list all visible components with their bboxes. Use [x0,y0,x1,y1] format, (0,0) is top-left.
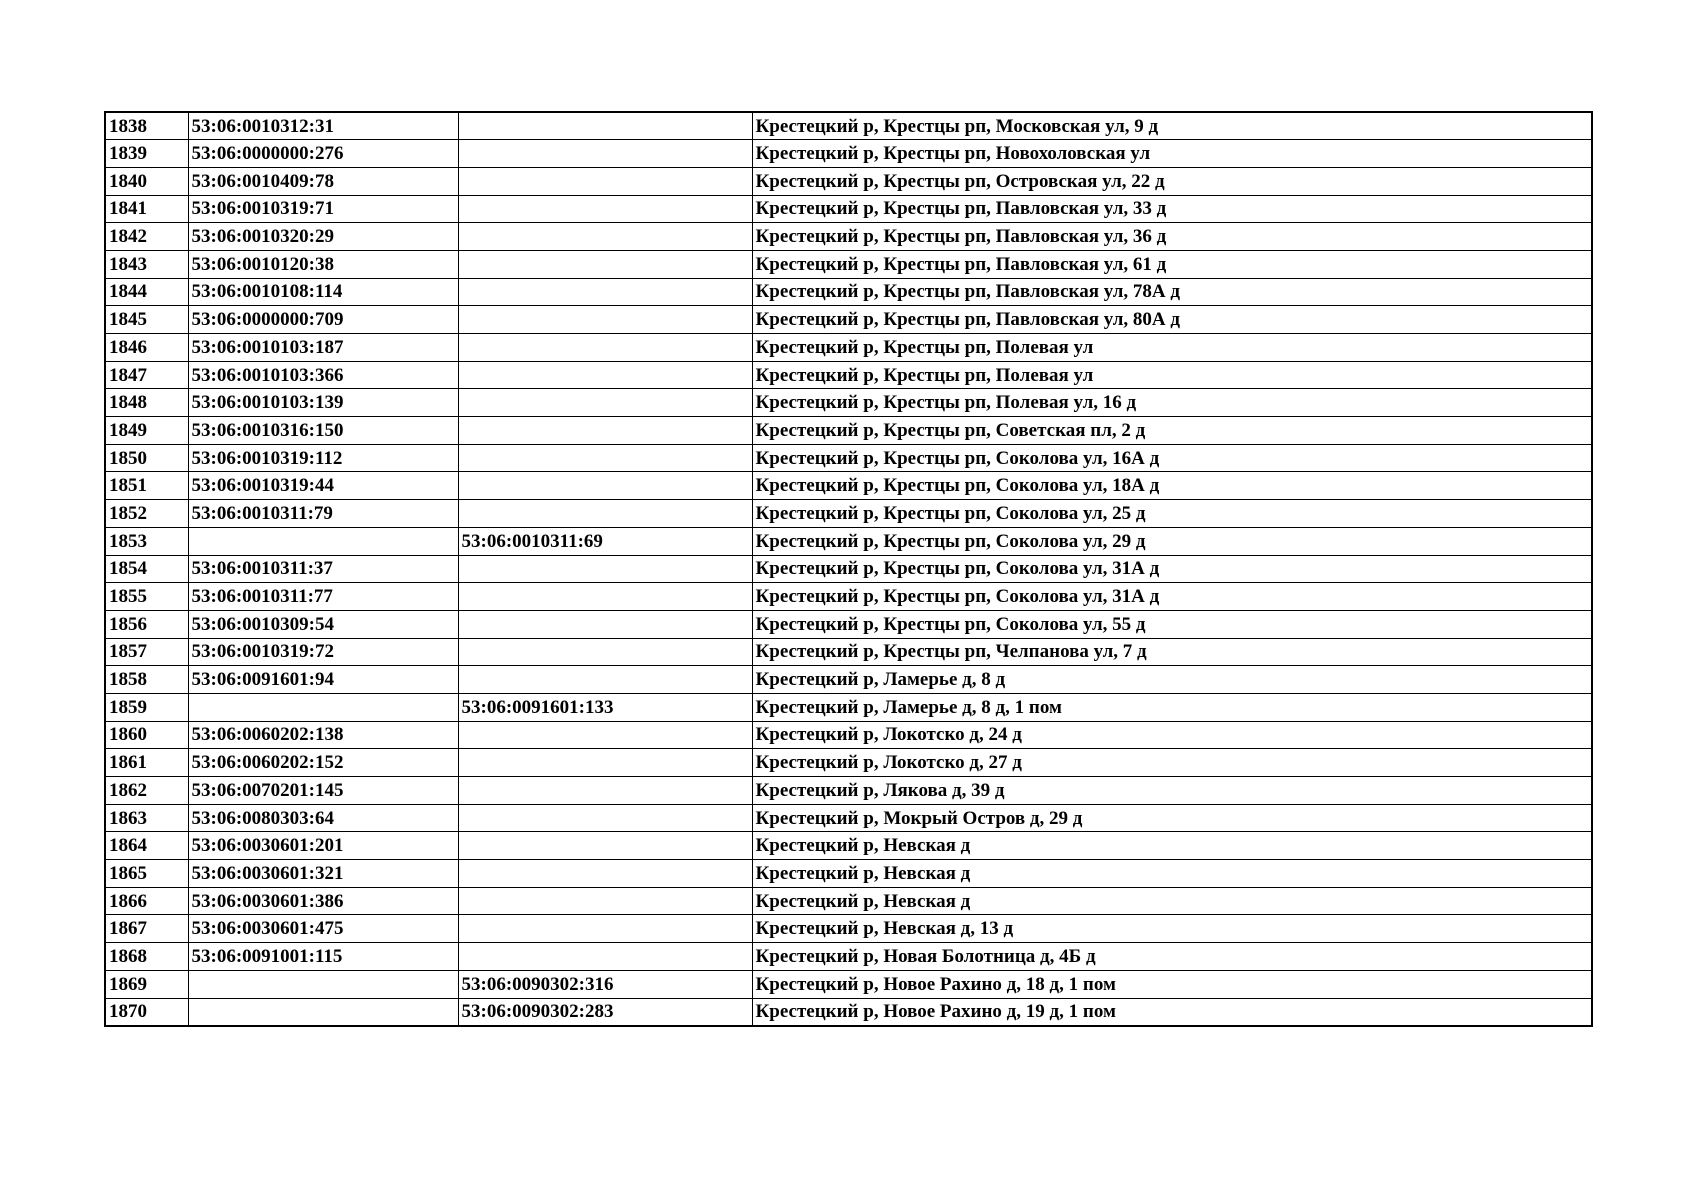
address-cell: Крестецкий р, Локотско д, 24 д [752,721,1592,749]
premises-cadastral-number-cell [458,195,752,223]
premises-cadastral-number-cell [458,887,752,915]
address-cell: Крестецкий р, Крестцы рп, Павловская ул, 78А д [752,278,1592,306]
cadastral-number-cell: 53:06:0010319:44 [188,472,458,500]
address-cell: Крестецкий р, Крестцы рп, Соколова ул, 25 д [752,500,1592,528]
cadastral-number-cell: 53:06:0010409:78 [188,167,458,195]
cadastral-number-cell: 53:06:0010309:54 [188,610,458,638]
address-cell: Крестецкий р, Ламерье д, 8 д, 1 пом [752,693,1592,721]
table-row [105,527,1592,555]
row-number-cell: 1858 [105,666,188,694]
table-row [105,195,1592,223]
cadastral-number-cell: 53:06:0010311:79 [188,500,458,528]
row-number-cell: 1841 [105,195,188,223]
row-number-cell: 1868 [105,943,188,971]
address-cell: Крестецкий р, Лякова д, 39 д [752,777,1592,805]
row-number-cell: 1869 [105,970,188,998]
premises-cadastral-number-cell [458,610,752,638]
table-row [105,832,1592,860]
cadastral-number-cell: 53:06:0060202:152 [188,749,458,777]
premises-cadastral-number-cell: 53:06:0091601:133 [458,693,752,721]
address-cell: Крестецкий р, Мокрый Остров д, 29 д [752,804,1592,832]
table-row [105,361,1592,389]
premises-cadastral-number-cell [458,112,752,140]
cadastral-number-cell: 53:06:0010319:112 [188,444,458,472]
address-cell: Крестецкий р, Крестцы рп, Соколова ул, 55 д [752,610,1592,638]
premises-cadastral-number-cell [458,278,752,306]
address-cell: Крестецкий р, Невская д, 13 д [752,915,1592,943]
row-number-cell: 1860 [105,721,188,749]
premises-cadastral-number-cell [458,167,752,195]
row-number-cell: 1839 [105,140,188,168]
table-row [105,970,1592,998]
address-cell: Крестецкий р, Крестцы рп, Соколова ул, 29 д [752,527,1592,555]
row-number-cell: 1854 [105,555,188,583]
cadastral-number-cell: 53:06:0030601:475 [188,915,458,943]
address-cell: Крестецкий р, Невская д [752,860,1592,888]
premises-cadastral-number-cell [458,832,752,860]
premises-cadastral-number-cell: 53:06:0090302:316 [458,970,752,998]
address-cell: Крестецкий р, Крестцы рп, Соколова ул, 16А д [752,444,1592,472]
address-cell: Крестецкий р, Новое Рахино д, 19 д, 1 пом [752,998,1592,1026]
table-row [105,417,1592,445]
premises-cadastral-number-cell [458,555,752,583]
table-row [105,140,1592,168]
cadastral-number-cell: 53:06:0010108:114 [188,278,458,306]
table-row [105,389,1592,417]
table-row [105,693,1592,721]
cadastral-number-cell [188,527,458,555]
cadastral-number-cell: 53:06:0091001:115 [188,943,458,971]
cadastral-number-cell: 53:06:0010103:187 [188,334,458,362]
table-row [105,887,1592,915]
cadastral-number-cell: 53:06:0010319:71 [188,195,458,223]
cadastral-number-cell: 53:06:0010312:31 [188,112,458,140]
table-row [105,666,1592,694]
premises-cadastral-number-cell [458,334,752,362]
table-row [105,472,1592,500]
cadastral-number-cell: 53:06:0010319:72 [188,638,458,666]
registry-table [104,111,1593,1027]
table-row [105,915,1592,943]
address-cell: Крестецкий р, Ламерье д, 8 д [752,666,1592,694]
row-number-cell: 1840 [105,167,188,195]
address-cell: Крестецкий р, Новая Болотница д, 4Б д [752,943,1592,971]
row-number-cell: 1863 [105,804,188,832]
row-number-cell: 1851 [105,472,188,500]
address-cell: Крестецкий р, Невская д [752,887,1592,915]
premises-cadastral-number-cell [458,140,752,168]
address-cell: Крестецкий р, Крестцы рп, Новохоловская ул [752,140,1592,168]
row-number-cell: 1870 [105,998,188,1026]
cadastral-number-cell: 53:06:0070201:145 [188,777,458,805]
premises-cadastral-number-cell [458,250,752,278]
table-row [105,334,1592,362]
row-number-cell: 1847 [105,361,188,389]
address-cell: Крестецкий р, Крестцы рп, Павловская ул, 36 д [752,223,1592,251]
cadastral-number-cell: 53:06:0010103:366 [188,361,458,389]
address-cell: Крестецкий р, Крестцы рп, Павловская ул, 61 д [752,250,1592,278]
cadastral-number-cell: 53:06:0091601:94 [188,666,458,694]
premises-cadastral-number-cell [458,417,752,445]
premises-cadastral-number-cell [458,666,752,694]
premises-cadastral-number-cell [458,223,752,251]
row-number-cell: 1843 [105,250,188,278]
cadastral-number-cell: 53:06:0000000:276 [188,140,458,168]
cadastral-number-cell [188,970,458,998]
address-cell: Крестецкий р, Крестцы рп, Островская ул, 22 д [752,167,1592,195]
cadastral-number-cell: 53:06:0010311:77 [188,583,458,611]
premises-cadastral-number-cell [458,361,752,389]
row-number-cell: 1866 [105,887,188,915]
cadastral-number-cell: 53:06:0080303:64 [188,804,458,832]
cadastral-number-cell: 53:06:0060202:138 [188,721,458,749]
address-cell: Крестецкий р, Крестцы рп, Соколова ул, 31А д [752,555,1592,583]
table-row [105,721,1592,749]
row-number-cell: 1849 [105,417,188,445]
premises-cadastral-number-cell [458,943,752,971]
address-cell: Крестецкий р, Крестцы рп, Соколова ул, 18А д [752,472,1592,500]
cadastral-number-cell: 53:06:0030601:201 [188,832,458,860]
cadastral-number-cell: 53:06:0030601:386 [188,887,458,915]
cadastral-number-cell: 53:06:0010311:37 [188,555,458,583]
premises-cadastral-number-cell [458,444,752,472]
row-number-cell: 1856 [105,610,188,638]
address-cell: Крестецкий р, Крестцы рп, Павловская ул, 80А д [752,306,1592,334]
table-row [105,500,1592,528]
premises-cadastral-number-cell [458,749,752,777]
table-row [105,804,1592,832]
table-row [105,112,1592,140]
address-cell: Крестецкий р, Крестцы рп, Московская ул, 9 д [752,112,1592,140]
table-row [105,167,1592,195]
table-row [105,278,1592,306]
premises-cadastral-number-cell [458,804,752,832]
premises-cadastral-number-cell [458,306,752,334]
table-row [105,223,1592,251]
cadastral-number-cell: 53:06:0000000:709 [188,306,458,334]
row-number-cell: 1865 [105,860,188,888]
cadastral-number-cell: 53:06:0010120:38 [188,250,458,278]
cadastral-number-cell: 53:06:0010316:150 [188,417,458,445]
premises-cadastral-number-cell [458,472,752,500]
address-cell: Крестецкий р, Крестцы рп, Полевая ул, 16 д [752,389,1592,417]
address-cell: Крестецкий р, Крестцы рп, Советская пл, 2 д [752,417,1592,445]
row-number-cell: 1852 [105,500,188,528]
address-cell: Крестецкий р, Крестцы рп, Полевая ул [752,361,1592,389]
cadastral-number-cell: 53:06:0030601:321 [188,860,458,888]
table-row [105,998,1592,1026]
cadastral-number-cell: 53:06:0010320:29 [188,223,458,251]
row-number-cell: 1850 [105,444,188,472]
registry-table-body [105,112,1592,1026]
table-row [105,444,1592,472]
row-number-cell: 1867 [105,915,188,943]
premises-cadastral-number-cell [458,389,752,417]
premises-cadastral-number-cell [458,500,752,528]
premises-cadastral-number-cell [458,583,752,611]
table-row [105,306,1592,334]
table-row [105,860,1592,888]
row-number-cell: 1855 [105,583,188,611]
cadastral-number-cell [188,693,458,721]
table-row [105,610,1592,638]
table-row [105,638,1592,666]
address-cell: Крестецкий р, Новое Рахино д, 18 д, 1 пом [752,970,1592,998]
premises-cadastral-number-cell [458,777,752,805]
row-number-cell: 1844 [105,278,188,306]
premises-cadastral-number-cell [458,638,752,666]
row-number-cell: 1861 [105,749,188,777]
row-number-cell: 1862 [105,777,188,805]
address-cell: Крестецкий р, Невская д [752,832,1592,860]
address-cell: Крестецкий р, Крестцы рп, Соколова ул, 31А д [752,583,1592,611]
row-number-cell: 1838 [105,112,188,140]
table-row [105,555,1592,583]
row-number-cell: 1864 [105,832,188,860]
cadastral-number-cell: 53:06:0010103:139 [188,389,458,417]
table-row [105,777,1592,805]
premises-cadastral-number-cell [458,721,752,749]
row-number-cell: 1842 [105,223,188,251]
address-cell: Крестецкий р, Крестцы рп, Павловская ул, 33 д [752,195,1592,223]
address-cell: Крестецкий р, Крестцы рп, Челпанова ул, 7 д [752,638,1592,666]
table-row [105,583,1592,611]
address-cell: Крестецкий р, Крестцы рп, Полевая ул [752,334,1592,362]
cadastral-number-cell [188,998,458,1026]
row-number-cell: 1857 [105,638,188,666]
row-number-cell: 1845 [105,306,188,334]
row-number-cell: 1846 [105,334,188,362]
premises-cadastral-number-cell: 53:06:0010311:69 [458,527,752,555]
table-row [105,943,1592,971]
premises-cadastral-number-cell: 53:06:0090302:283 [458,998,752,1026]
row-number-cell: 1853 [105,527,188,555]
table-row [105,749,1592,777]
premises-cadastral-number-cell [458,860,752,888]
row-number-cell: 1848 [105,389,188,417]
premises-cadastral-number-cell [458,915,752,943]
table-row [105,250,1592,278]
row-number-cell: 1859 [105,693,188,721]
address-cell: Крестецкий р, Локотско д, 27 д [752,749,1592,777]
